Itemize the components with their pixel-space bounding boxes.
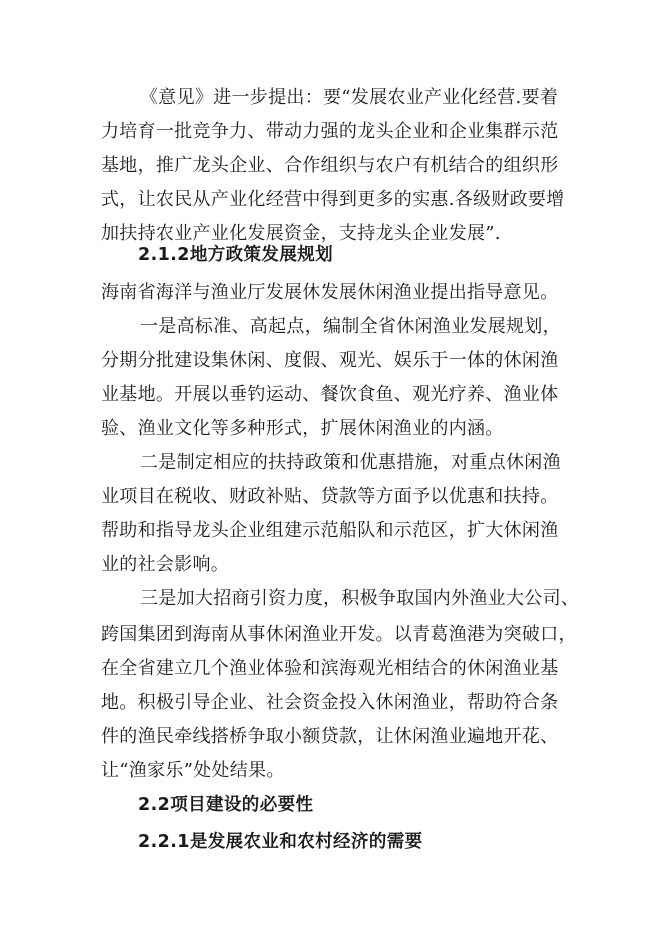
- text-line: 《意见》进一步提出：要“发展农业产业化经营.要着: [140, 87, 559, 108]
- text-line: 二是制定相应的扶持政策和优惠措施，对重点休闲渔: [140, 452, 561, 473]
- text-line: 海南省海洋与渔业厅发展休发展休闲渔业提出指导意见。: [101, 282, 559, 303]
- text-line: 三是加大招商引资力度，积极争取国内外渔业大公司、: [140, 588, 580, 609]
- text-line: 分期分批建设集休闲、度假、观光、娱乐于一体的休闲渔: [101, 350, 559, 371]
- text-line: 力培育一批竞争力、带动力强的龙头企业和企业集群示范: [101, 121, 559, 142]
- text-line: 式，让农民从产业化经营中得到更多的实惠.各级财政要增: [101, 189, 565, 210]
- text-line: 业项目在税收、财政补贴、贷款等方面予以优惠和扶持。: [101, 486, 559, 507]
- text-line: 件的渔民牵线搭桥争取小额贷款，让休闲渔业遍地开花、: [101, 726, 559, 747]
- section-heading: 2.2项目建设的必要性: [138, 795, 314, 815]
- section-heading: 2.1.2地方政策发展规划: [138, 245, 334, 265]
- text-line: 加扶持农业产业化发展资金，支持龙头企业发展”.: [101, 223, 501, 244]
- text-line: 一是高标准、高起点，编制全省休闲渔业发展规划，: [140, 316, 561, 337]
- text-line: 基地，推广龙头企业、合作组织与农户有机结合的组织形: [101, 155, 559, 176]
- text-line: 帮助和指导龙头企业组建示范船队和示范区，扩大休闲渔: [101, 520, 559, 541]
- text-line: 跨国集团到海南从事休闲渔业开发。以青葛渔港为突破口，: [101, 624, 577, 645]
- text-line: 验、渔业文化等多种形式，扩展休闲渔业的内涵。: [101, 418, 504, 439]
- subsection-heading: 2.2.1是发展农业和农村经济的需要: [138, 832, 423, 852]
- text-line: 在全省建立几个渔业体验和滨海观光相结合的休闲渔业基: [101, 658, 559, 679]
- text-line: 让“渔家乐”处处结果。: [101, 760, 285, 781]
- text-line: 业基地。开展以垂钓运动、餐饮食鱼、观光疗养、渔业体: [101, 384, 559, 405]
- text-line: 地。积极引导企业、社会资金投入休闲渔业，帮助符合条: [101, 692, 559, 713]
- text-line: 业的社会影响。: [101, 554, 230, 575]
